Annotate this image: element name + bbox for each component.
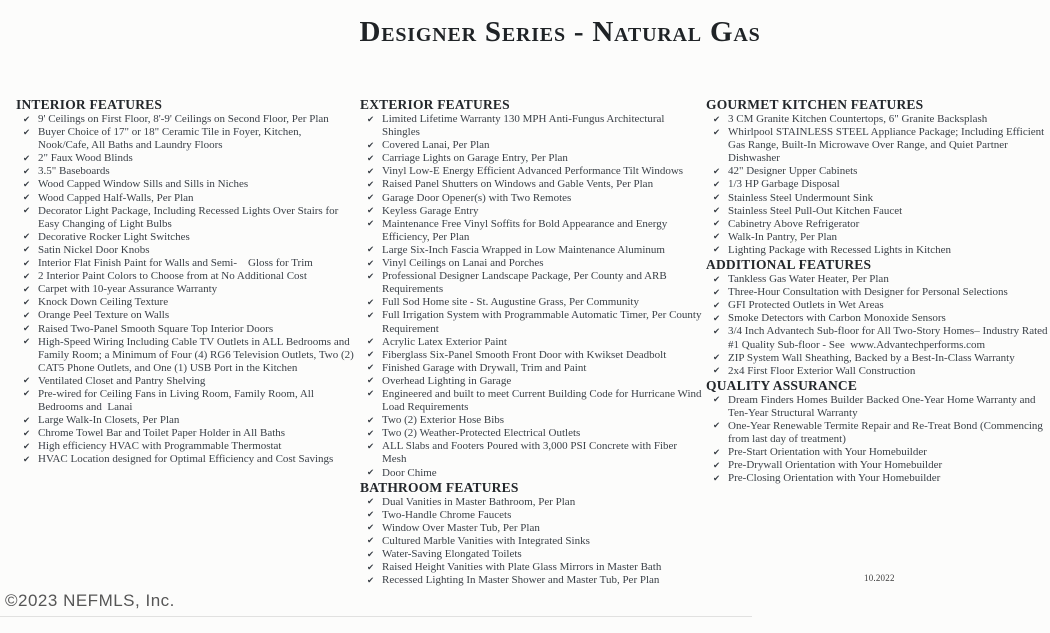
checkmark-icon: ✔ xyxy=(23,271,31,282)
checkmark-icon: ✔ xyxy=(23,179,31,190)
feature-item-text: Covered Lanai, Per Plan xyxy=(382,139,490,152)
checkmark-icon: ✔ xyxy=(23,232,31,243)
checkmark-icon: ✔ xyxy=(367,219,375,230)
feature-item-text: Vinyl Low-E Energy Efficient Advanced Performance Tilt Windows xyxy=(382,165,684,178)
feature-item xyxy=(706,312,1048,325)
feature-item xyxy=(360,178,704,191)
checkmark-icon: ✔ xyxy=(23,324,31,334)
checkmark-icon: ✔ xyxy=(367,510,375,521)
column-kitchen-additional-quality xyxy=(706,97,1048,485)
feature-item xyxy=(706,273,1048,286)
checkmark-icon: ✔ xyxy=(713,179,721,190)
feature-item-text: 2x4 First Floor Exterior Wall Construction xyxy=(728,364,916,377)
feature-item xyxy=(360,349,704,362)
feature-item xyxy=(16,309,354,322)
checkmark-icon: ✔ xyxy=(713,421,721,432)
feature-item-text: Engineered and built to meet Current Building Code for Hurricane Wind Load Requirements xyxy=(382,387,705,414)
feature-item-text: Decorator Light Package, Including Recessed Lights Over Stairs for Easy Changing of Light Bulbs xyxy=(38,204,342,230)
feature-item-text: Orange Peel Texture on Walls xyxy=(38,309,170,322)
feature-list xyxy=(706,273,1048,378)
feature-item xyxy=(360,244,704,257)
checkmark-icon: ✔ xyxy=(713,326,721,337)
feature-item-text: Wood Capped Window Sills and Sills in Niches xyxy=(38,178,249,191)
feature-item-text: Wood Capped Half-Walls, Per Plan xyxy=(38,191,194,204)
feature-item xyxy=(706,244,1048,257)
feature-item xyxy=(16,126,354,152)
checkmark-icon: ✔ xyxy=(23,206,31,217)
feature-item xyxy=(360,574,704,587)
feature-item xyxy=(706,299,1048,312)
feature-item-text: Pre-Drywall Orientation with Your Homebuilder xyxy=(728,459,943,472)
feature-item-text: HVAC Location designed for Optimal Efficiency and Cost Savings xyxy=(38,453,334,466)
feature-item-text: Stainless Steel Undermount Sink xyxy=(728,191,874,204)
feature-item xyxy=(16,388,354,414)
feature-item xyxy=(360,414,704,427)
feature-item-text: 3/4 Inch Advantech Sub-floor for All Two-Story Homes– Industry Rated #1 Quality Sub-floor - See www.Advantechperforms.com xyxy=(728,325,1050,351)
feature-item xyxy=(706,126,1048,165)
feature-item-text: 3.5" Baseboards xyxy=(38,165,110,178)
feature-item xyxy=(360,522,704,535)
checkmark-icon: ✔ xyxy=(367,179,375,190)
revision-date: 10.2022 xyxy=(864,573,895,583)
feature-item xyxy=(16,440,354,453)
feature-item-text: Interior Flat Finish Paint for Walls and Semi- Gloss for Trim xyxy=(38,257,313,270)
checkmark-icon: ✔ xyxy=(367,310,375,321)
feature-item xyxy=(16,270,354,283)
feature-item-text: Limited Lifetime Warranty 130 MPH Anti-Fungus Architectural Shingles xyxy=(382,113,668,139)
feature-list xyxy=(360,113,704,480)
checkmark-icon: ✔ xyxy=(713,114,721,125)
checkmark-icon: ✔ xyxy=(367,415,375,426)
feature-item xyxy=(706,286,1048,299)
checkmark-icon: ✔ xyxy=(367,497,375,508)
feature-item-text: Full Irrigation System with Programmable Automatic Timer, Per County Requirement xyxy=(382,309,705,335)
section-heading: BATHROOM FEATURES xyxy=(360,479,519,495)
feature-item xyxy=(706,446,1048,459)
feature-item xyxy=(16,296,354,309)
feature-item-text: High efficiency HVAC with Programmable Thermostat xyxy=(38,440,282,453)
checkmark-icon: ✔ xyxy=(23,245,31,256)
checkmark-icon: ✔ xyxy=(713,274,721,285)
feature-item xyxy=(706,459,1048,472)
checkmark-icon: ✔ xyxy=(367,363,375,374)
feature-item xyxy=(360,535,704,548)
feature-item-text: 3 CM Granite Kitchen Countertops, 6" Granite Backsplash xyxy=(728,113,988,125)
feature-item xyxy=(706,420,1048,446)
feature-item xyxy=(16,283,354,296)
checkmark-icon: ✔ xyxy=(23,193,31,204)
feature-item-text: Ventilated Closet and Pantry Shelving xyxy=(38,374,206,387)
feature-item-text: Acrylic Latex Exterior Paint xyxy=(382,335,507,348)
feature-item-text: Two-Handle Chrome Faucets xyxy=(382,508,512,521)
feature-item-text: Pre-wired for Ceiling Fans in Living Room, Family Room, All Bedrooms and Lanai xyxy=(38,387,317,414)
feature-item-text: Buyer Choice of 17" or 18" Ceramic Tile in Foyer, Kitchen, Nook/Cafe, All Baths and Laundry Floors xyxy=(38,126,305,152)
checkmark-icon: ✔ xyxy=(367,297,375,308)
feature-item xyxy=(360,139,704,152)
column-exterior-bathroom xyxy=(360,97,704,587)
feature-item xyxy=(360,427,704,440)
feature-item-text: Pre-Closing Orientation with Your Homebuilder xyxy=(728,472,941,485)
checkmark-icon: ✔ xyxy=(713,300,721,311)
feature-item xyxy=(360,270,704,296)
feature-item xyxy=(706,472,1048,485)
feature-item-text: Dual Vanities in Master Bathroom, Per Plan xyxy=(382,495,576,508)
feature-item xyxy=(16,205,354,231)
feature-item xyxy=(16,414,354,427)
feature-item-text: ALL Slabs and Footers Poured with 3,000 PSI Concrete with Fiber Mesh xyxy=(382,440,680,466)
feature-item-text: Whirlpool STAINLESS STEEL Appliance Package; Including Efficient Gas Range, Built-In Microwave Over Range, and Quiet Partner Dishwasher xyxy=(728,126,1047,165)
feature-item xyxy=(706,205,1048,218)
feature-item xyxy=(360,309,704,335)
feature-item xyxy=(16,257,354,270)
feature-item-text: Door Chime xyxy=(382,466,437,479)
feature-item xyxy=(360,440,704,466)
checkmark-icon: ✔ xyxy=(713,313,721,324)
feature-item-text: Finished Garage with Drywall, Trim and Paint xyxy=(382,361,587,374)
checkmark-icon: ✔ xyxy=(713,366,721,377)
checkmark-icon: ✔ xyxy=(367,562,375,573)
feature-item xyxy=(16,113,354,126)
feature-item-text: Stainless Steel Pull-Out Kitchen Faucet xyxy=(728,204,903,217)
feature-item xyxy=(360,336,704,349)
checkmark-icon: ✔ xyxy=(367,140,375,151)
feature-item xyxy=(360,561,704,574)
feature-item-text: Recessed Lighting In Master Shower and Master Tub, Per Plan xyxy=(382,574,660,587)
feature-item xyxy=(706,325,1048,351)
column-interior xyxy=(16,97,357,467)
feature-item xyxy=(360,375,704,388)
feature-item-text: Raised Height Vanities with Plate Glass Mirrors in Master Bath xyxy=(382,561,662,574)
feature-item-text: One-Year Renewable Termite Repair and Re-Treat Bond (Commencing from last day of treatment) xyxy=(728,419,1046,446)
feature-item-text: Knock Down Ceiling Texture xyxy=(38,296,169,309)
feature-item-text: Tankless Gas Water Heater, Per Plan xyxy=(728,273,889,286)
feature-item-text: Carriage Lights on Garage Entry, Per Plan xyxy=(382,152,568,165)
feature-item-text: Overhead Lighting in Garage xyxy=(382,374,512,387)
checkmark-icon: ✔ xyxy=(367,153,375,164)
section-heading: QUALITY ASSURANCE xyxy=(706,377,858,393)
feature-item xyxy=(360,218,704,244)
feature-item-text: Pre-Start Orientation with Your Homebuilder xyxy=(728,446,927,459)
checkmark-icon: ✔ xyxy=(23,310,31,321)
feature-item xyxy=(706,394,1048,420)
checkmark-icon: ✔ xyxy=(367,428,375,439)
checkmark-icon: ✔ xyxy=(713,166,721,177)
copyright-text: ©2023 NEFMLS, Inc. xyxy=(5,591,175,610)
feature-item-text: Window Over Master Tub, Per Plan xyxy=(382,521,540,534)
checkmark-icon: ✔ xyxy=(713,395,721,406)
feature-item xyxy=(16,244,354,257)
checkmark-icon: ✔ xyxy=(367,536,375,547)
feature-item-text: Water-Saving Elongated Toilets xyxy=(382,548,522,560)
feature-item-text: 42" Designer Upper Cabinets xyxy=(728,165,858,178)
checkmark-icon: ✔ xyxy=(367,376,375,387)
checkmark-icon: ✔ xyxy=(713,193,721,204)
checkmark-icon: ✔ xyxy=(23,415,31,426)
feature-item-text: Fiberglass Six-Panel Smooth Front Door with Kwikset Deadbolt xyxy=(382,348,667,361)
checkmark-icon: ✔ xyxy=(367,441,375,452)
feature-item xyxy=(360,165,704,178)
checkmark-icon: ✔ xyxy=(713,473,721,484)
checkmark-icon: ✔ xyxy=(713,219,721,230)
checkmark-icon: ✔ xyxy=(23,166,31,177)
checkmark-icon: ✔ xyxy=(367,350,375,361)
checkmark-icon: ✔ xyxy=(367,166,375,177)
feature-item xyxy=(16,375,354,388)
feature-item xyxy=(16,165,354,178)
feature-item-text: Two (2) Exterior Hose Bibs xyxy=(382,414,505,427)
feature-item xyxy=(706,352,1048,365)
checkmark-icon: ✔ xyxy=(23,428,31,439)
checkmark-icon: ✔ xyxy=(367,549,375,560)
feature-item-text: Full Sod Home site - St. Augustine Grass, Per Community xyxy=(382,296,639,309)
feature-list xyxy=(360,496,704,588)
feature-item xyxy=(706,113,1048,126)
feature-item xyxy=(16,152,354,165)
feature-item-text: Cultured Marble Vanities with Integrated Sinks xyxy=(382,534,590,547)
feature-item-text: Maintenance Free Vinyl Soffits for Bold Appearance and Energy Efficiency, Per Plan xyxy=(382,217,671,243)
feature-item-text: Satin Nickel Door Knobs xyxy=(38,243,150,256)
checkmark-icon: ✔ xyxy=(367,389,375,400)
feature-item-text: Walk-In Pantry, Per Plan xyxy=(728,230,837,243)
feature-item xyxy=(706,365,1048,378)
feature-list xyxy=(706,394,1048,486)
feature-item-text: Dream Finders Homes Builder Backed One-Year Home Warranty and Ten-Year Structural Warranty xyxy=(728,393,1039,419)
feature-item xyxy=(360,496,704,509)
checkmark-icon: ✔ xyxy=(23,127,31,138)
feature-item xyxy=(360,548,704,561)
checkmark-icon: ✔ xyxy=(23,376,31,387)
feature-item-text: Decorative Rocker Light Switches xyxy=(38,230,190,243)
checkmark-icon: ✔ xyxy=(713,206,721,217)
feature-item xyxy=(360,113,704,139)
feature-item xyxy=(360,362,704,375)
feature-item-text: Chrome Towel Bar and Toilet Paper Holder in All Baths xyxy=(38,427,286,440)
feature-item xyxy=(16,323,354,336)
checkmark-icon: ✔ xyxy=(367,468,375,479)
checkmark-icon: ✔ xyxy=(23,337,31,348)
checkmark-icon: ✔ xyxy=(23,284,31,295)
checkmark-icon: ✔ xyxy=(367,523,375,534)
feature-item-text: 2" Faux Wood Blinds xyxy=(38,152,133,165)
checkmark-icon: ✔ xyxy=(367,271,375,282)
feature-item-text: Keyless Garage Entry xyxy=(382,204,479,217)
checkmark-icon: ✔ xyxy=(713,127,721,138)
feature-item xyxy=(706,178,1048,191)
feature-item-text: Smoke Detectors with Carbon Monoxide Sensors xyxy=(728,312,946,325)
page-bottom-edge xyxy=(0,616,752,617)
checkmark-icon: ✔ xyxy=(713,353,721,364)
feature-item xyxy=(360,467,704,480)
feature-item-text: Large Six-Inch Fascia Wrapped in Low Maintenance Aluminum xyxy=(382,243,665,256)
feature-item xyxy=(16,231,354,244)
section-heading: INTERIOR FEATURES xyxy=(16,97,163,112)
feature-item-text: Garage Door Opener(s) with Two Remotes xyxy=(382,191,572,204)
feature-item xyxy=(16,335,357,375)
feature-item-text: Lighting Package with Recessed Lights in Kitchen xyxy=(728,243,952,256)
checkmark-icon: ✔ xyxy=(23,389,31,400)
feature-item xyxy=(360,257,704,270)
feature-item xyxy=(360,192,704,205)
checkmark-icon: ✔ xyxy=(367,193,375,204)
checkmark-icon: ✔ xyxy=(367,337,375,348)
feature-item-text: Raised Two-Panel Smooth Square Top Interior Doors xyxy=(38,322,274,335)
feature-item-text: 9' Ceilings on First Floor, 8'-9' Ceilings on Second Floor, Per Plan xyxy=(38,113,329,125)
feature-list xyxy=(16,113,357,467)
checkmark-icon: ✔ xyxy=(367,206,375,217)
checkmark-icon: ✔ xyxy=(367,245,375,256)
feature-item-text: Carpet with 10-year Assurance Warranty xyxy=(38,283,218,296)
checkmark-icon: ✔ xyxy=(713,460,721,471)
checkmark-icon: ✔ xyxy=(713,287,721,298)
feature-item-text: Cabinetry Above Refrigerator xyxy=(728,217,860,230)
feature-item-text: Two (2) Weather-Protected Electrical Outlets xyxy=(382,427,581,440)
feature-item xyxy=(16,427,354,440)
checkmark-icon: ✔ xyxy=(23,153,31,164)
checkmark-icon: ✔ xyxy=(23,114,31,125)
checkmark-icon: ✔ xyxy=(367,575,375,586)
checkmark-icon: ✔ xyxy=(23,441,31,452)
feature-item-text: 2 Interior Paint Colors to Choose from at No Additional Cost xyxy=(38,270,307,283)
checkmark-icon: ✔ xyxy=(713,232,721,243)
feature-item-text: 1/3 HP Garbage Disposal xyxy=(728,178,840,191)
feature-item xyxy=(16,453,354,466)
section-heading: EXTERIOR FEATURES xyxy=(360,97,510,112)
feature-item xyxy=(16,178,354,191)
page-title: Designer Series - Natural Gas xyxy=(359,16,761,48)
feature-item-text: GFI Protected Outlets in Wet Areas xyxy=(728,299,884,312)
feature-item-text: High-Speed Wiring Including Cable TV Outlets in ALL Bedrooms and Family Room; a Minimum of Four (4) RG6 Television Outlets, Two (2) CAT5 Phone Outlets, and One (1) USB Port in the Kitchen xyxy=(38,335,357,374)
feature-item xyxy=(360,296,704,309)
feature-item xyxy=(360,205,704,218)
feature-item xyxy=(706,192,1048,205)
feature-item xyxy=(360,152,704,165)
checkmark-icon: ✔ xyxy=(367,258,375,269)
feature-item xyxy=(360,388,704,414)
section-heading: GOURMET KITCHEN FEATURES xyxy=(706,97,924,112)
feature-item-text: Professional Designer Landscape Package, Per County and ARB Requirements xyxy=(382,270,670,296)
feature-item xyxy=(706,218,1048,231)
feature-item-text: Large Walk-In Closets, Per Plan xyxy=(38,414,180,427)
section-heading: ADDITIONAL FEATURES xyxy=(706,257,872,273)
feature-item-text: Raised Panel Shutters on Windows and Gable Vents, Per Plan xyxy=(382,178,654,191)
checkmark-icon: ✔ xyxy=(23,258,31,269)
checkmark-icon: ✔ xyxy=(23,297,31,308)
feature-item xyxy=(706,165,1048,178)
checkmark-icon: ✔ xyxy=(713,245,721,256)
feature-item xyxy=(16,192,354,205)
feature-item xyxy=(706,231,1048,244)
feature-item-text: ZIP System Wall Sheathing, Backed by a Best-In-Class Warranty xyxy=(728,351,1015,364)
checkmark-icon: ✔ xyxy=(713,447,721,458)
feature-list xyxy=(706,113,1048,257)
feature-item-text: Three-Hour Consultation with Designer for Personal Selections xyxy=(728,286,1008,299)
feature-item xyxy=(360,509,704,522)
checkmark-icon: ✔ xyxy=(23,454,31,465)
feature-item-text: Vinyl Ceilings on Lanai and Porches xyxy=(382,257,544,270)
checkmark-icon: ✔ xyxy=(367,114,375,125)
